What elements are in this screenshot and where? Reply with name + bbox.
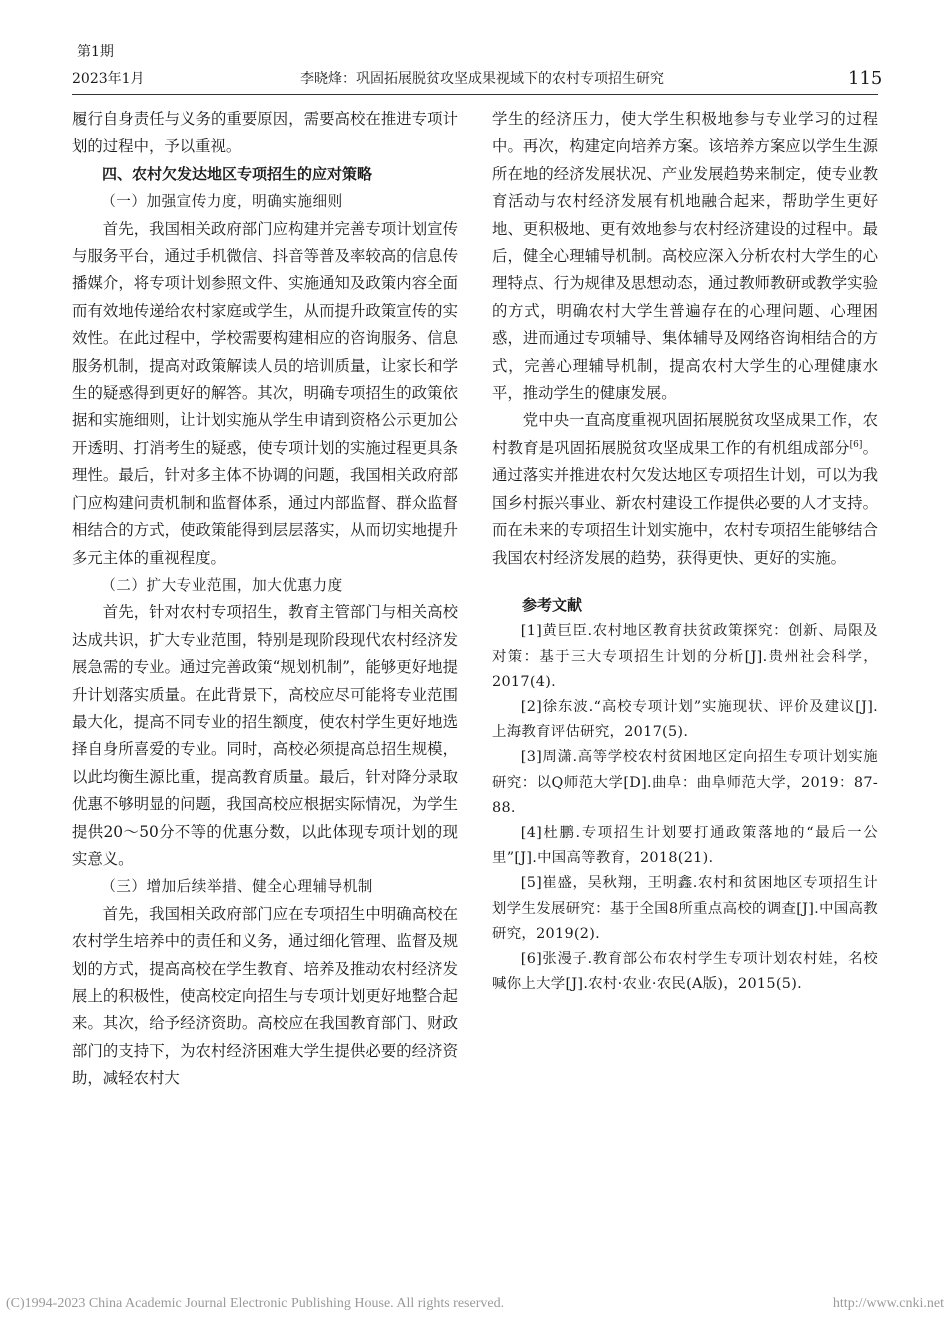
subsection-heading: （一）加强宣传力度，明确实施细则 bbox=[101, 193, 343, 211]
paragraph-text: 。通过落实并推进农村欠发达地区专项招生计划，可以为我国乡村振兴事业、新农村建设工作提供必要的人才支持。而在未来的专项招生计划实施中，农村专项招生能够结合我国农村经济发展的趋势，获得更快、更好的实施。 bbox=[492, 438, 878, 567]
copyright-text: (C)1994-2023 China Academic Journal Electronic Publishing House. All rights reserved. bbox=[6, 1296, 505, 1311]
body-paragraph: 首先，我国相关政府部门应构建并完善专项计划宣传与服务平台，通过手机微信、抖音等普及率较高的信息传播媒介，将专项计划参照文件、实施通知及政策内容全面而有效地传递给农村家庭或学生，从而提升政策宣传的实效性。在此过程中，学校需要构建相应的咨询服务、信息服务机制，提高对政策解读人员的培训质量，让家长和学生的疑惑得到更好的解答。其次，明确专项招生的政策依据和实施细则，让计划实施从学生申请到资格公示更加公开透明、打消考生的疑惑，使专项计划的实施过程更具条理性。最后，针对多主体不协调的问题，我国相关政府部门应构建问责机制和监督体系，通过内部监督、群众监督相结合的方式，使政策能得到层层落实，从而切实地提升多元主体的重视程度。 bbox=[72, 219, 458, 567]
left-column bbox=[72, 106, 458, 1093]
reference-item: [5]崔盛，吴秋翔，王明鑫.农村和贫困地区专项招生计划学生发展研究：基于全国8所重点高校的调查[J].中国高教研究，2019(2). bbox=[492, 875, 878, 942]
header-issue: 第1期 bbox=[77, 44, 114, 60]
page-number: 115 bbox=[848, 68, 883, 89]
body-paragraph: 首先，我国相关政府部门应在专项招生中明确高校在农村学生培养中的责任和义务，通过细化管理、监督及规划的方式，提高高校在学生教育、培养及推动农村经济发展上的积极性，使高校定向招生与专项计划更好地整合起来。其次，给予经济资助。高校应在我国教育部门、财政部门的支持下，为农村经济困难大学生提供必要的经济资助，减轻农村大 bbox=[72, 904, 458, 1088]
reference-item: [6]张漫子.教育部公布农村学生专项计划农村娃，名校喊你上大学[J].农村·农业·农民(A版)，2015(5). bbox=[492, 950, 878, 993]
reference-item: [3]周潇.高等学校农村贫困地区定向招生专项计划实施研究：以Q师范大学[D].曲阜：曲阜师范大学，2019：87-88. bbox=[492, 749, 878, 816]
right-column bbox=[492, 106, 878, 997]
body-paragraph bbox=[492, 407, 878, 571]
subsection-heading: （二）扩大专业范围，加大优惠力度 bbox=[101, 576, 343, 594]
body-paragraph: 学生的经济压力，使大学生积极地参与专业学习的过程中。再次，构建定向培养方案。该培养方案应以学生生源所在地的经济发展状况、产业发展趋势来制定，使专业教育活动与农村经济发展有机地融合起来，帮助学生更好地、更积极地、更有效地参与农村经济建设的过程中。最后，健全心理辅导机制。高校应深入分析农村大学生的心理特点、行为规律及思想动态，通过教师教研或教学实验的方式，明确农村大学生普遍存在的心理问题、心理困惑，进而通过专项辅导、集体辅导及网络咨询相结合的方式，完善心理辅导机制，提高农村大学生的心理健康水平，推动学生的健康发展。 bbox=[492, 110, 878, 403]
reference-item: [2]徐东波.“高校专项计划”实施现状、评价及建议[J].上海教育评估研究，2017(5). bbox=[492, 698, 878, 741]
body-paragraph: 首先，针对农村专项招生，教育主管部门与相关高校达成共识，扩大专业范围，特别是现阶段现代农村经济发展急需的专业。通过完善政策“规划机制”，能够更好地提升计划落实质量。在此背景下，高校应尽可能将专业范围最大化，提高不同专业的招生额度，使农村学生更好地选择自身所喜爱的专业。同时，高校必须提高总招生规模，以此均衡生源比重，提高教育质量。最后，针对降分录取优惠不够明显的问题，我国高校应根据实际情况，为学生提供20～50分不等的优惠分数，以此体现专项计划的现实意义。 bbox=[72, 603, 458, 868]
body-paragraph: 履行自身责任与义务的重要原因，需要高校在推进专项计划的过程中，予以重视。 bbox=[72, 110, 458, 156]
subsection-heading: （三）增加后续举措、健全心理辅导机制 bbox=[101, 878, 373, 896]
references-heading: 参考文献 bbox=[522, 595, 583, 614]
header-rule bbox=[72, 94, 878, 95]
header-date: 2023年1月 bbox=[72, 71, 145, 87]
reference-item: [1]黄巨臣.农村地区教育扶贫政策探究：创新、局限及对策：基于三大专项招生计划的分析[J].贵州社会科学，2017(4). bbox=[492, 623, 878, 690]
copyright-footer bbox=[6, 1296, 944, 1312]
reference-item: [4]杜鹏.专项招生计划要打通政策落地的“最后一公里”[J].中国高等教育，2018(21). bbox=[492, 824, 878, 867]
running-title: 李晓烽：巩固拓展脱贫攻坚成果视域下的农村专项招生研究 bbox=[300, 71, 664, 87]
section-heading: 四、农村欠发达地区专项招生的应对策略 bbox=[102, 164, 373, 183]
cnki-link[interactable]: http://www.cnki.net bbox=[832, 1296, 944, 1311]
paragraph-text: 党中央一直高度重视巩固拓展脱贫攻坚成果工作，农村教育是巩固拓展脱贫攻坚成果工作的有机组成部分 bbox=[492, 411, 878, 457]
citation-mark: [6] bbox=[849, 439, 863, 450]
